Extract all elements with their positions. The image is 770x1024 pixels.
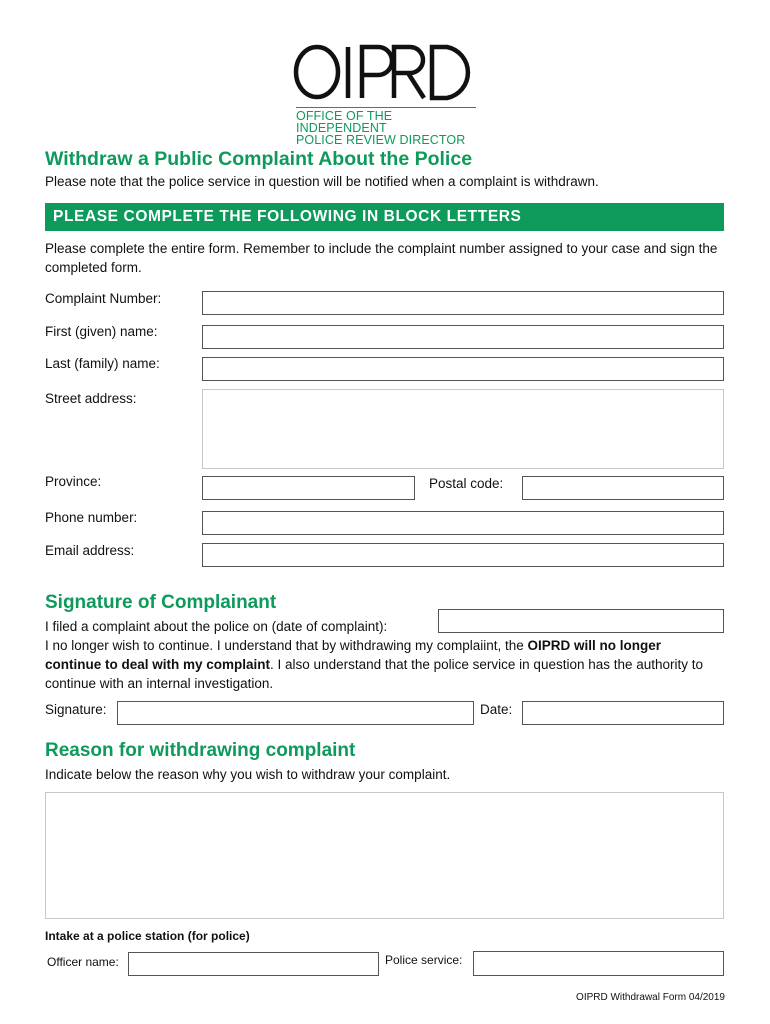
street-address-field[interactable]: [202, 389, 724, 469]
phone-field[interactable]: [202, 511, 724, 535]
withdrawal-statement-end: . I also understand that the police service in question has the authority to continue with an internal investigation.: [45, 657, 704, 691]
province-label: Province:: [45, 474, 102, 489]
date-field[interactable]: [522, 701, 724, 725]
police-service-label: Police service:: [385, 953, 463, 967]
reason-field[interactable]: [45, 792, 724, 919]
reason-instruction: Indicate below the reason why you wish to withdraw your complaint.: [45, 767, 451, 782]
signature-field[interactable]: [117, 701, 474, 725]
email-field[interactable]: [202, 543, 724, 567]
first-name-field[interactable]: [202, 325, 724, 349]
last-name-field[interactable]: [202, 357, 724, 381]
logo-subtitle: [296, 107, 476, 146]
officer-name-field[interactable]: [128, 952, 379, 976]
street-address-label: Street address:: [45, 391, 137, 406]
province-field[interactable]: [202, 476, 415, 500]
reason-heading: Reason for withdrawing complaint: [45, 740, 356, 761]
date-label: Date:: [480, 702, 513, 717]
withdrawal-statement-start: I no longer wish to continue. I understand that by withdrawing my complaiint, the: [45, 638, 528, 653]
postal-code-label: Postal code:: [429, 476, 504, 491]
withdraw-notice: Please note that the police service in question will be notified when a complaint is withdrawn.: [45, 174, 599, 189]
complaint-number-field[interactable]: [202, 291, 724, 315]
block-letters-banner: PLEASE COMPLETE THE FOLLOWING IN BLOCK LETTERS: [45, 203, 724, 231]
complaint-number-label: Complaint Number:: [45, 291, 162, 306]
last-name-label: Last (family) name:: [45, 356, 160, 371]
logo-rule: [296, 107, 476, 108]
complaint-date-label: I filed a complaint about the police on (date of complaint):: [45, 619, 388, 634]
police-service-field[interactable]: [473, 951, 724, 976]
withdrawal-statement-bold: OIPRD will no longer continue to deal with my complaint: [45, 638, 662, 672]
withdrawal-statement: [45, 636, 715, 693]
officer-name-label: Officer name:: [47, 955, 119, 969]
signature-heading: Signature of Complainant: [45, 592, 277, 613]
logo-line-2: POLICE REVIEW DIRECTOR: [296, 133, 466, 147]
postal-code-field[interactable]: [522, 476, 724, 500]
email-label: Email address:: [45, 543, 135, 558]
page-title: Withdraw a Public Complaint About the Police: [45, 148, 473, 170]
intake-heading: Intake at a police station (for police): [45, 929, 250, 943]
form-footer: OIPRD Withdrawal Form 04/2019: [576, 992, 725, 1003]
form-instructions: Please complete the entire form. Remember to include the complaint number assigned to your case and sign the completed form.: [45, 241, 718, 275]
signature-label: Signature:: [45, 702, 107, 717]
phone-label: Phone number:: [45, 510, 138, 525]
first-name-label: First (given) name:: [45, 324, 158, 339]
complaint-date-field[interactable]: [438, 609, 724, 633]
logo-line-1: OFFICE OF THE INDEPENDENT: [296, 109, 393, 135]
oiprd-wordmark-logo: [290, 42, 480, 104]
